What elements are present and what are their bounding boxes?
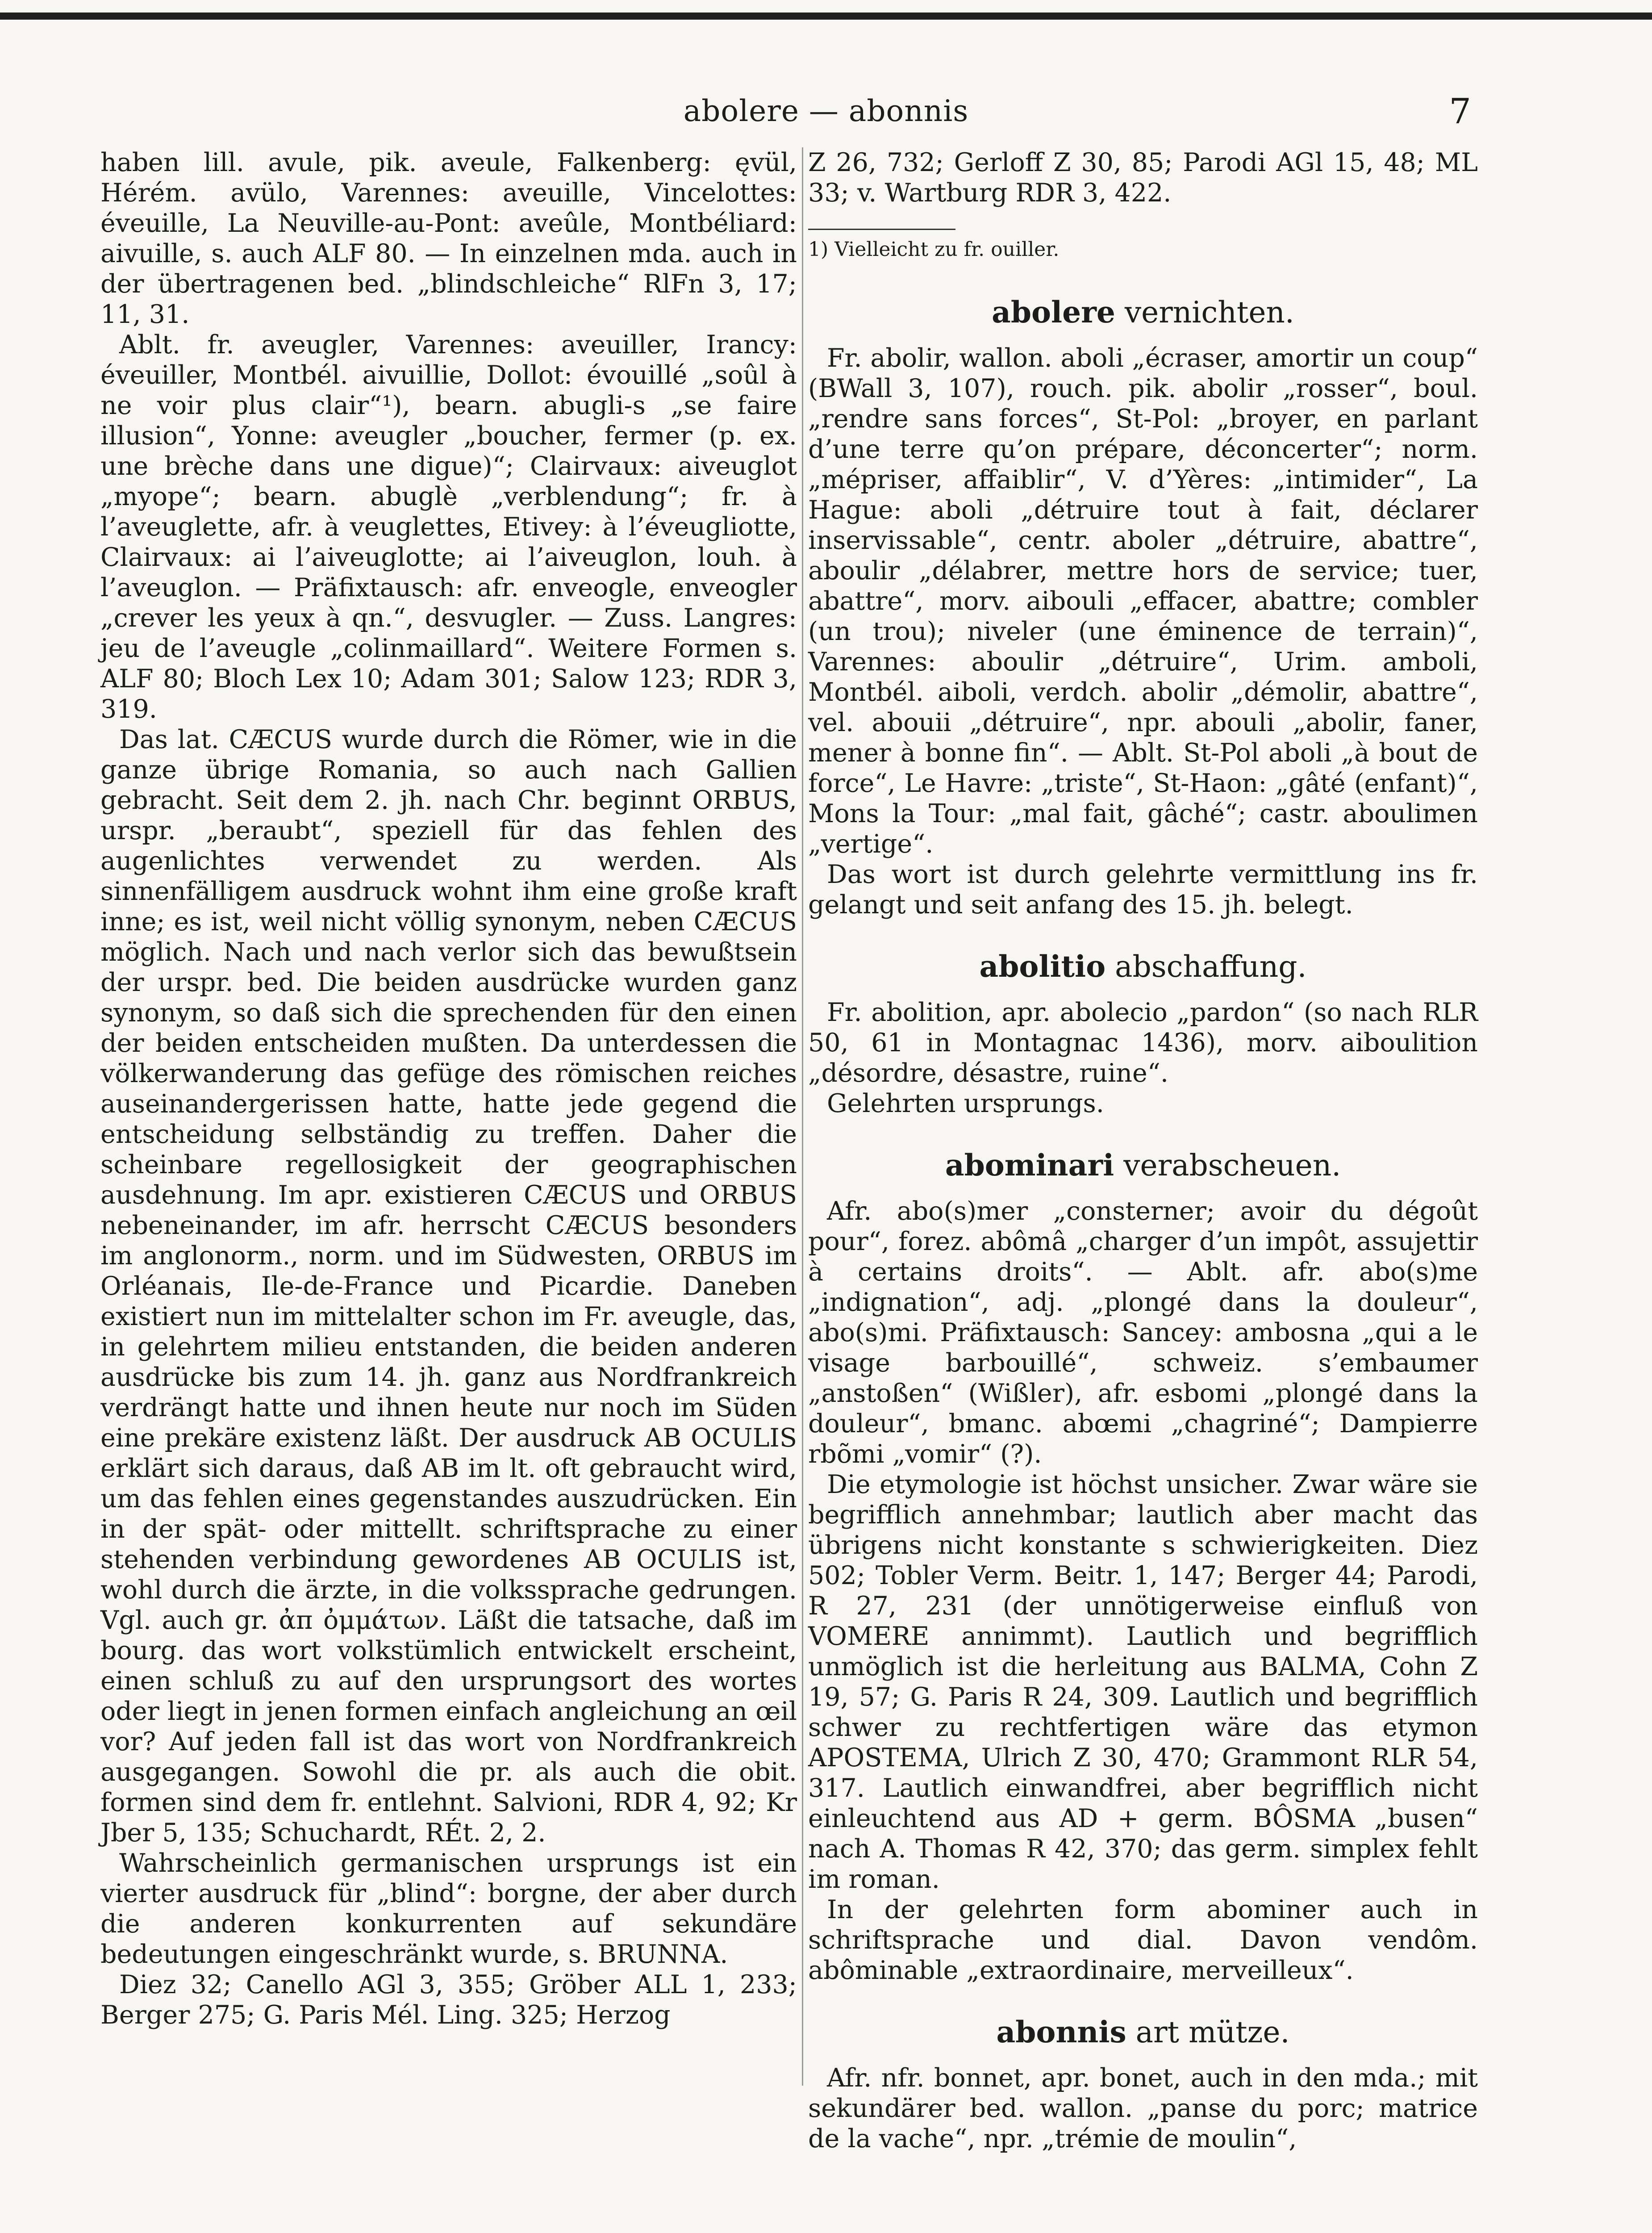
paragraph: Ablt. fr. aveugler, Varennes: aveuiller, Irancy: éveuiller, Montbél. aivuillie, Dollot: évouillé „soûl à ne voir plus clair“¹), bearn. abugli-s „se faire illusion“, Yonne: aveugler „boucher, fermer (p. ex. une brèche dans une digue)“; Clairvaux: aiveuglot „myope“; bearn. abuglè „verblendung“; fr. à l’aveuglette, afr. à veuglettes, Etivey: à l’éveugliotte, Clairvaux: ai l’aiveuglotte; ai l’aiveuglon, louh. à l’aveuglon. — Präfixtausch: afr. enveogle, enveogler „crever les yeux à qn.“, desvugler. — Zuss. Langres: jeu de l’aveugle „colinmaillard“. Weitere Formen s. ALF 80; Bloch Lex 10; Adam 301; Salow 123; RDR 3, 319.: [100, 330, 797, 724]
entry-abolitio: [808, 949, 1478, 1119]
paragraph: Das lat. CÆCUS wurde durch die Römer, wie in die ganze übrige Romania, so auch nach Gallien gebracht. Seit dem 2. jh. nach Chr. beginnt ORBUS, urspr. „beraubt“, speziell für das fehlen des augenlichtes verwendet zu werden. Als sinnenfälligem ausdruck wohnt ihm eine große kraft inne; es ist, weil nicht völlig synonym, neben CÆCUS möglich. Nach und nach verlor sich das bewußtsein der urspr. bed. Die beiden ausdrücke wurden ganz synonym, so daß sich die sprechenden für den einen der beiden entscheiden mußten. Da unterdessen die völkerwanderung das gefüge des römischen reiches auseinandergerissen hatte, hatte jede gegend die entscheidung selbständig zu treffen. Daher die scheinbare regellosigkeit der geographischen ausdehnung. Im apr. existieren CÆCUS und ORBUS nebeneinander, im afr. herrscht CÆCUS besonders im anglonorm., norm. und im Südwesten, ORBUS im Orléanais, Ile-de-France und Picardie. Daneben existiert nun im mittelalter schon im Fr. aveugle, das, in gelehrtem milieu entstanden, die beiden anderen ausdrücke bis zum 14. jh. ganz aus Nordfrankreich verdrängt hatte und ihnen heute nur noch im Süden eine prekäre existenz läßt. Der ausdruck AB OCULIS erklärt sich daraus, daß AB im lt. oft gebraucht wird, um das fehlen eines gegenstandes auszudrücken. Ein in der spät- oder mittellt. schriftsprache zu einer stehenden verbindung gewordenes AB OCULIS ist, wohl durch die ärzte, in die volkssprache gedrungen. Vgl. auch gr. ἀπ ὀμμάτων. Läßt die tatsache, daß im bourg. das wort volkstümlich entwickelt erscheint, einen schluß zu auf den ursprungsort des wortes oder liegt in jenen formen einfach angleichung an œil vor? Auf jeden fall ist das wort von Nordfrankreich ausgegangen. Sowohl die pr. als auch die obit. formen sind dem fr. entlehnt. Salvioni, RDR 4, 92; Kr Jber 5, 135; Schuchardt, RÉt. 2, 2.: [100, 725, 797, 1848]
footnote-rule: [808, 229, 955, 230]
paragraph: Wahrscheinlich germanischen ursprungs ist ein vierter ausdruck für „blind“: borgne, der aber durch die anderen konkurrenten auf sekundäre bedeutungen eingeschränkt wurde, s. BRUNNA.: [100, 1848, 797, 1969]
footnote: 1) Vielleicht zu fr. ouiller.: [808, 238, 1060, 261]
entry-abominari: [808, 1147, 1478, 1986]
paragraph: Z 26, 732; Gerloff Z 30, 85; Parodi AGl 15, 48; ML 33; v. Wartburg RDR 3, 422.: [808, 148, 1478, 208]
entry-gloss: verabscheuen.: [1123, 1148, 1341, 1183]
entry-heading: [808, 2014, 1478, 2050]
entry-heading: [808, 949, 1478, 985]
paragraph: Afr. abo(s)mer „consterner; avoir du dégoût pour“, forez. abômâ „charger d’un impôt, assujettir à certains droits“. — Ablt. afr. abo(s)me „indignation“, adj. „plongé dans la douleur“, abo(s)mi. Präfixtausch: Sancey: ambosna „qui a le visage barbouillé“, schweiz. s’embaumer „anstoßen“ (Wißler), afr. esbomi „plongé dans la douleur“, bmanc. abœmi „chagriné“; Dampierre rbõmi „vomir“ (?).: [808, 1196, 1478, 1469]
paragraph: In der gelehrten form abominer auch in schriftsprache und dial. Davon vendôm. abôminable „extraordinaire, merveilleux“.: [808, 1895, 1478, 1985]
entry-abonnis: [808, 2014, 1478, 2154]
top-rule: [0, 13, 1652, 20]
left-column: [100, 147, 797, 2030]
entry-heading: [808, 294, 1478, 330]
entry-gloss: vernichten.: [1124, 295, 1294, 330]
entry-lemma: abolitio: [979, 949, 1106, 984]
paragraph: Fr. abolir, wallon. aboli „écraser, amortir un coup“ (BWall 3, 107), rouch. pik. abolir „rosser“, boul. „rendre sans forces“, St-Pol: „broyer, en parlant d’une terre qu’on prépare, déconcerter“; norm. „mépriser, affaiblir“, V. d’Yères: „intimider“, La Hague: aboli „détruire tout à fait, déclarer inservissable“, centr. aboler „détruire, abattre“, aboulir „délabrer, mettre hors de service; tuer, abattre“, morv. aibouli „effacer, abattre; combler (un trou); niveler (une éminence de terrain)“, Varennes: aboulir „détruire“, Urim. amboli, Montbél. aiboli, verdch. abolir „démolir, abattre“, vel. abouii „détruire“, npr. abouli „abolir, faner, mener à bonne fin“. — Ablt. St-Pol aboli „à bout de force“, Le Havre: „triste“, St-Haon: „gâté (enfant)“, Mons la Tour: „mal fait, gâché“; castr. aboulimen „vertige“.: [808, 343, 1478, 859]
paragraph: Das wort ist durch gelehrte vermittlung ins fr. gelangt und seit anfang des 15. jh. belegt.: [808, 860, 1478, 920]
page-number: 7: [1449, 92, 1471, 132]
paragraph: Diez 32; Canello AGl 3, 355; Gröber ALL 1, 233; Berger 275; G. Paris Mél. Ling. 325; Herzog: [100, 1970, 797, 2030]
column-divider: [802, 147, 803, 2086]
right-column: [808, 147, 1478, 2154]
paragraph: Gelehrten ursprungs.: [827, 1089, 1104, 1118]
paragraph: haben lill. avule, pik. aveule, Falkenberg: ęvül, Hérém. avülo, Varennes: aveuille, Vincelottes: éveuille, La Neuville-au-Pont: aveûle, Montbéliard: aivuille, s. auch ALF 80. — In einzelnen mda. auch in der übertragenen bed. „blindschleiche“ RlFn 3, 17; 11, 31.: [100, 148, 797, 329]
entry-gloss: abschaffung.: [1115, 949, 1307, 984]
entry-heading: [808, 1147, 1478, 1183]
entry-lemma: abonnis: [996, 2015, 1126, 2049]
entry-lemma: abominari: [945, 1148, 1114, 1183]
running-title: abolere — abonnis: [683, 94, 969, 128]
entry-abolere: [808, 294, 1478, 920]
entry-gloss: art mütze.: [1135, 2015, 1290, 2049]
paragraph: Die etymologie ist höchst unsicher. Zwar wäre sie begrifflich annehmbar; lautlich aber macht das übrigens nicht konstante s schwierigkeiten. Diez 502; Tobler Verm. Beitr. 1, 147; Berger 44; Parodi, R 27, 231 (der unnötigerweise einfluß von VOMERE annimmt). Lautlich und begrifflich unmöglich ist die herleitung aus BALMA, Cohn Z 19, 57; G. Paris R 24, 309. Lautlich und begrifflich schwer zu rechtfertigen wäre das etymon APOSTEMA, Ulrich Z 30, 470; Grammont RLR 54, 317. Lautlich einwandfrei, aber begrifflich nicht einleuchtend aus AD + germ. BÔSMA „busen“ nach A. Thomas R 42, 370; das germ. simplex fehlt im roman.: [808, 1470, 1478, 1894]
paragraph: Fr. abolition, apr. abolecio „pardon“ (so nach RLR 50, 61 in Montagnac 1436), morv. aiboulition „désordre, désastre, ruine“.: [808, 998, 1478, 1088]
entry-lemma: abolere: [992, 295, 1115, 330]
paragraph: Afr. nfr. bonnet, apr. bonet, auch in den mda.; mit sekundärer bed. wallon. „panse du porc; matrice de la vache“, npr. „trémie de moulin“,: [808, 2063, 1478, 2154]
